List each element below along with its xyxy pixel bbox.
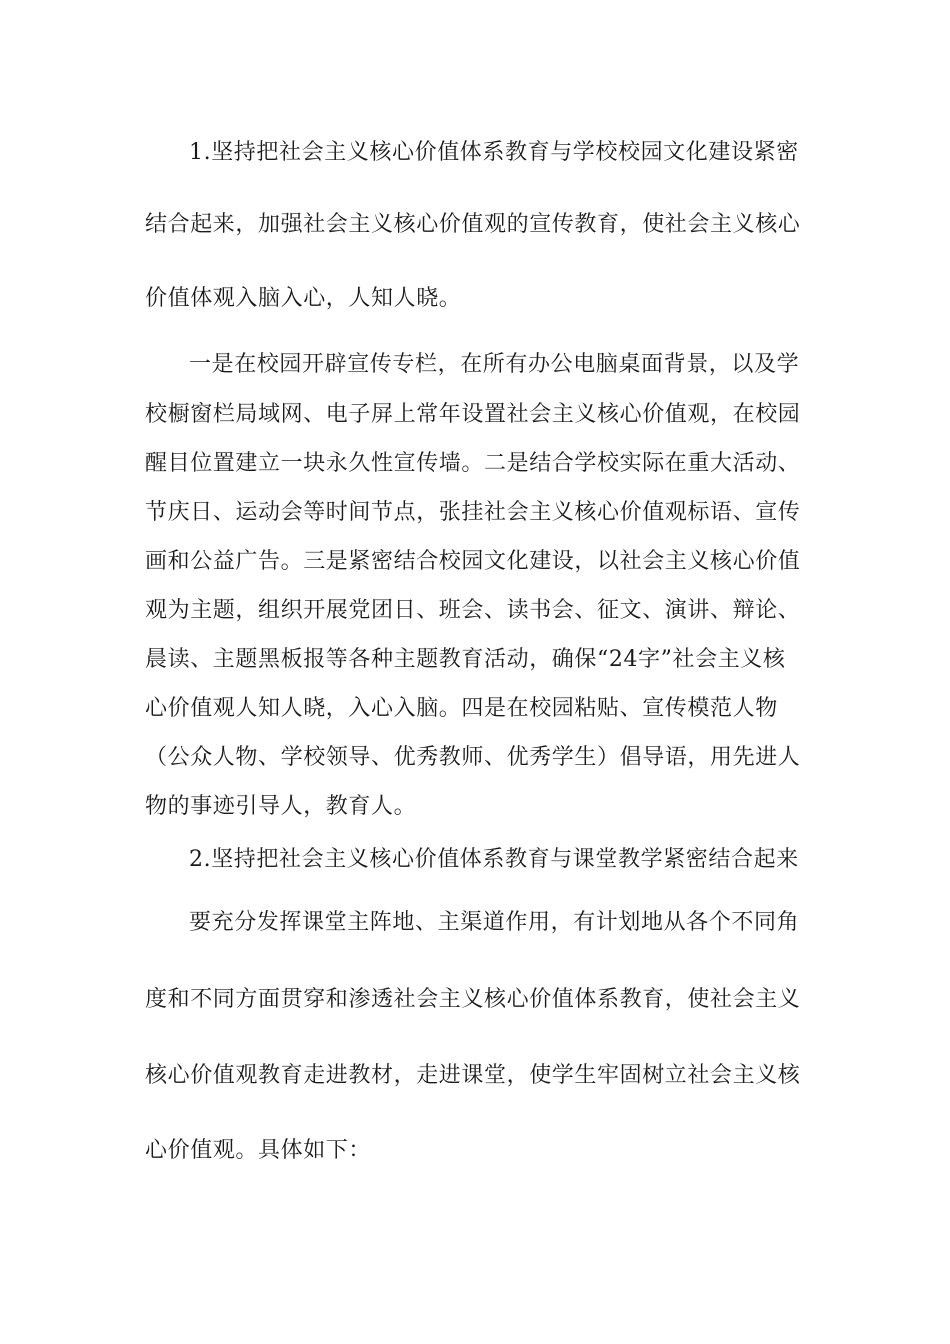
section1-body-line-6: 观为主题，组织开展党团日、班会、读书会、征文、演讲、辩论、 bbox=[145, 598, 801, 623]
section1-body-line-3: 醒目位置建立一块永久性宣传墙。二是结合学校实际在重大活动、 bbox=[145, 451, 801, 476]
section1-body-line-7: 晨读、主题黑板报等各种主题教育活动，确保“24字”社会主义核 bbox=[145, 647, 786, 672]
section1-body-line-2: 校橱窗栏局域网、电子屏上常年设置社会主义核心价值观，在校园 bbox=[145, 402, 801, 427]
section1-body-line-9: （公众人物、学校领导、优秀教师、优秀学生）倡导语，用先进人 bbox=[145, 745, 801, 770]
section1-body-line-5: 画和公益广告。三是紧密结合校园文化建设，以社会主义核心价值 bbox=[145, 549, 801, 574]
section1-heading-line-2: 结合起来，加强社会主义核心价值观的宣传教育，使社会主义核心 bbox=[145, 212, 801, 237]
section2-heading: 2.坚持把社会主义核心价值体系教育与课堂教学紧密结合起来 bbox=[189, 847, 799, 872]
section1-body-line-10: 物的事迹引导人，教育人。 bbox=[145, 794, 417, 819]
section2-body-line-2: 度和不同方面贯穿和渗透社会主义核心价值体系教育，使社会主义 bbox=[145, 987, 801, 1012]
section1-body-line-8: 心价值观人知人晓，入心入脑。四是在校园粘贴、宣传模范人物 bbox=[145, 696, 778, 721]
section2-body-line-3: 核心价值观教育走进教材，走进课堂，使学生牢固树立社会主义核 bbox=[145, 1063, 801, 1088]
section1-body-line-4: 节庆日、运动会等时间节点，张挂社会主义核心价值观标语、宣传 bbox=[145, 500, 801, 525]
section1-heading-line-3: 价值体观入脑入心，人知人晓。 bbox=[145, 286, 462, 311]
section1-body-line-1: 一是在校园开辟宣传专栏，在所有办公电脑桌面背景，以及学 bbox=[189, 352, 800, 377]
section2-body-line-1: 要充分发挥课堂主阵地、主渠道作用，有计划地从各个不同角 bbox=[189, 910, 800, 935]
section2-body-line-4: 心价值观。具体如下： bbox=[145, 1138, 372, 1163]
section1-heading-line-1: 1.坚持把社会主义核心价值体系教育与学校校园文化建设紧密 bbox=[189, 140, 799, 165]
